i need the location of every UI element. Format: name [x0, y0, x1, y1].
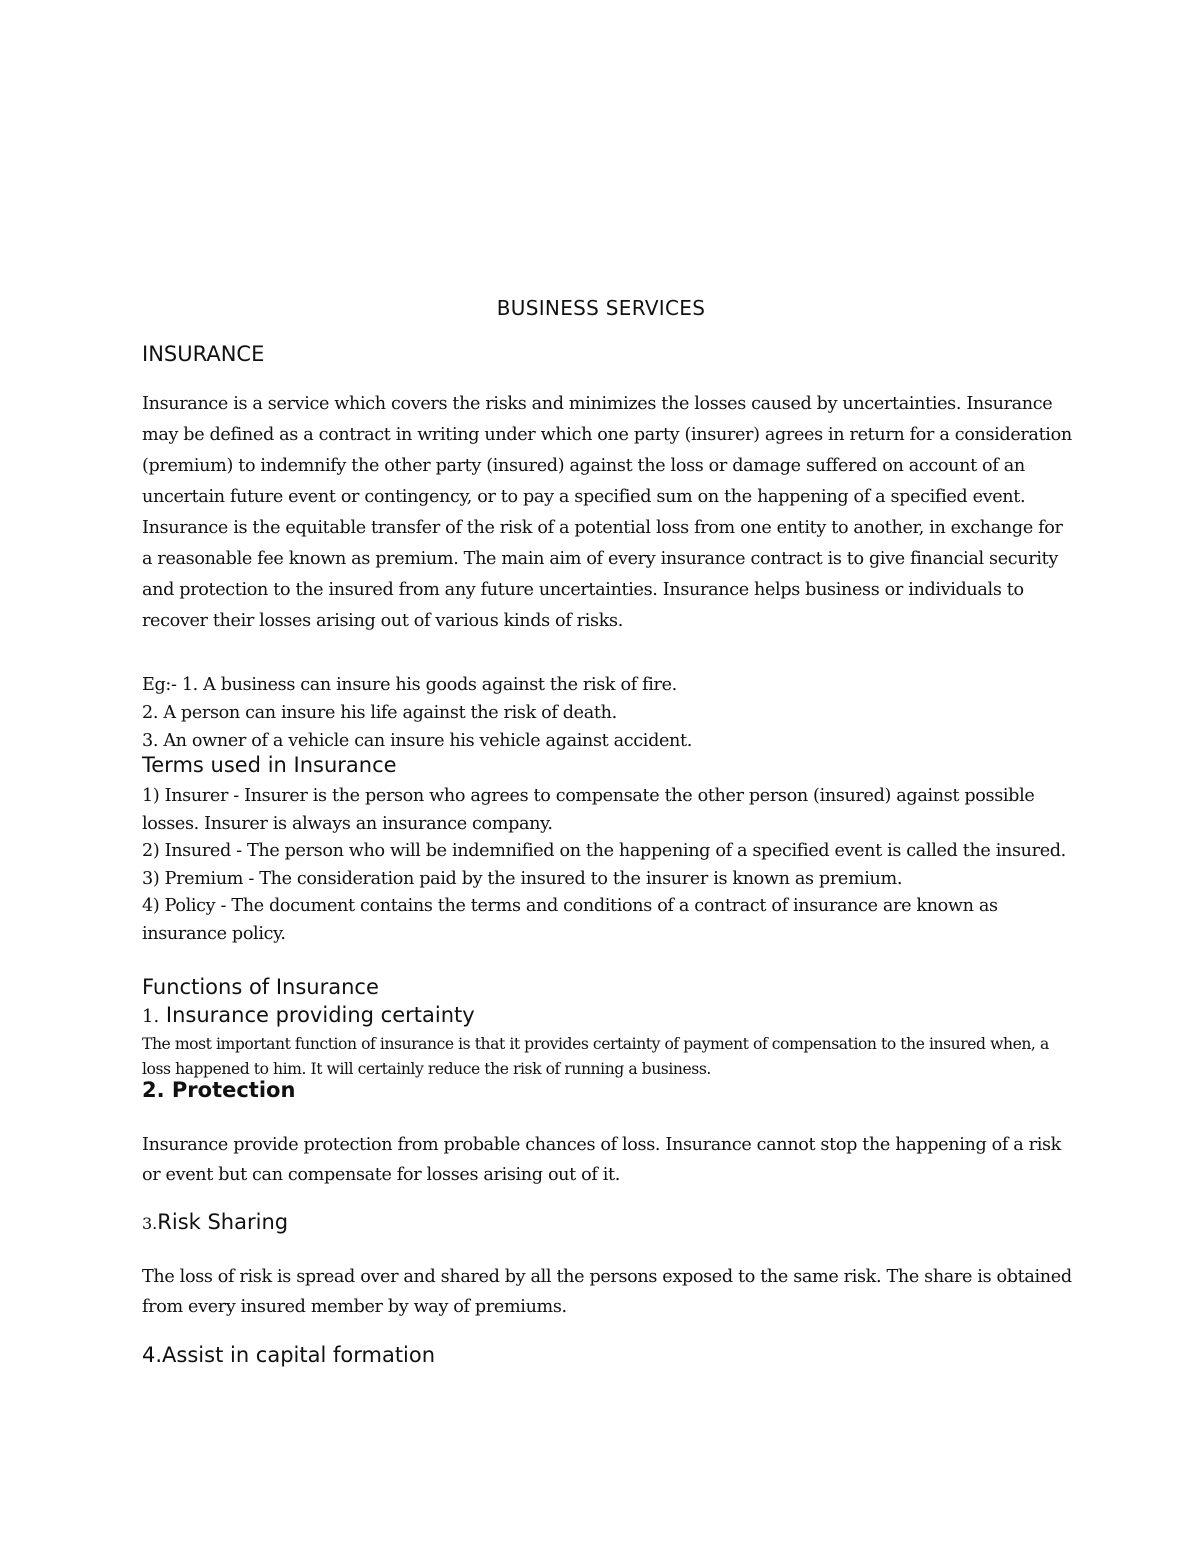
function-2-title: Protection	[171, 1078, 296, 1102]
function-2-number: 2.	[142, 1078, 165, 1102]
function-4-title: Assist in capital formation	[162, 1343, 436, 1367]
document-title: BUSINESS SERVICES	[496, 296, 706, 320]
function-1-text: The most important function of insurance is that it provides certainty of payment of compensation to the insured when, a loss happened to him. It will certainly reduce the risk of running a business.	[142, 1035, 1049, 1078]
terms-heading: Terms used in Insurance	[142, 753, 397, 777]
function-3-heading	[142, 1210, 288, 1234]
function-1-heading	[142, 1003, 475, 1027]
function-1-title: Insurance providing certainty	[165, 1003, 475, 1027]
function-2-text: Insurance provide protection from probable chances of loss. Insurance cannot stop the happening of a risk or event but can compensate for losses arising out of it.	[142, 1135, 1061, 1185]
term-item: 3) Premium - The consideration paid by the insured to the insurer is known as premium.	[142, 868, 903, 889]
example-item: 2. A person can insure his life against the risk of death.	[142, 703, 617, 723]
functions-heading: Functions of Insurance	[142, 975, 379, 999]
function-3-title: Risk Sharing	[157, 1210, 289, 1234]
term-item: 4) Policy - The document contains the terms and conditions of a contract of insurance are known as insurance policy.	[142, 896, 998, 944]
example-item: 3. An owner of a vehicle can insure his vehicle against accident.	[142, 731, 692, 751]
insurance-heading: INSURANCE	[142, 342, 265, 366]
intro-paragraph: Insurance is a service which covers the risks and minimizes the losses caused by uncertainties. Insurance may be defined as a contract in writing under which one party (insurer) agrees in return for a consideration (premium) to indemnify the other party (insured) against the loss or damage suffered on account of an uncertain future event or contingency, or to pay a specified sum on the happening of a specified event. Insurance is the equitable transfer of the risk of a potential loss from one entity to another, in exchange for a reasonable fee known as premium. The main aim of every insurance contract is to give financial security and protection to the insured from any future uncertainties. Insurance helps business or individuals to recover their losses arising out of various kinds of risks.	[142, 394, 1072, 631]
function-3-text: The loss of risk is spread over and shared by all the persons exposed to the same risk. The share is obtained from every insured member by way of premiums.	[142, 1267, 1072, 1317]
terms-list	[142, 783, 1077, 948]
function-1-number: 1.	[142, 1006, 160, 1027]
function-2-heading	[142, 1078, 295, 1102]
term-item: 2) Insured - The person who will be indemnified on the happening of a specified event is called the insured.	[142, 841, 1066, 861]
example-item: Eg:- 1. A business can insure his goods against the risk of fire.	[142, 675, 677, 695]
document-page	[142, 0, 1082, 1553]
examples-list	[142, 671, 1077, 755]
term-item: 1) Insurer - Insurer is the person who agrees to compensate the other person (insured) against possible losses. Insurer is always an insurance company.	[142, 786, 1035, 834]
function-4-heading	[142, 1343, 435, 1367]
function-3-number: 3.	[142, 1214, 158, 1233]
function-4-number: 4.	[142, 1343, 163, 1367]
